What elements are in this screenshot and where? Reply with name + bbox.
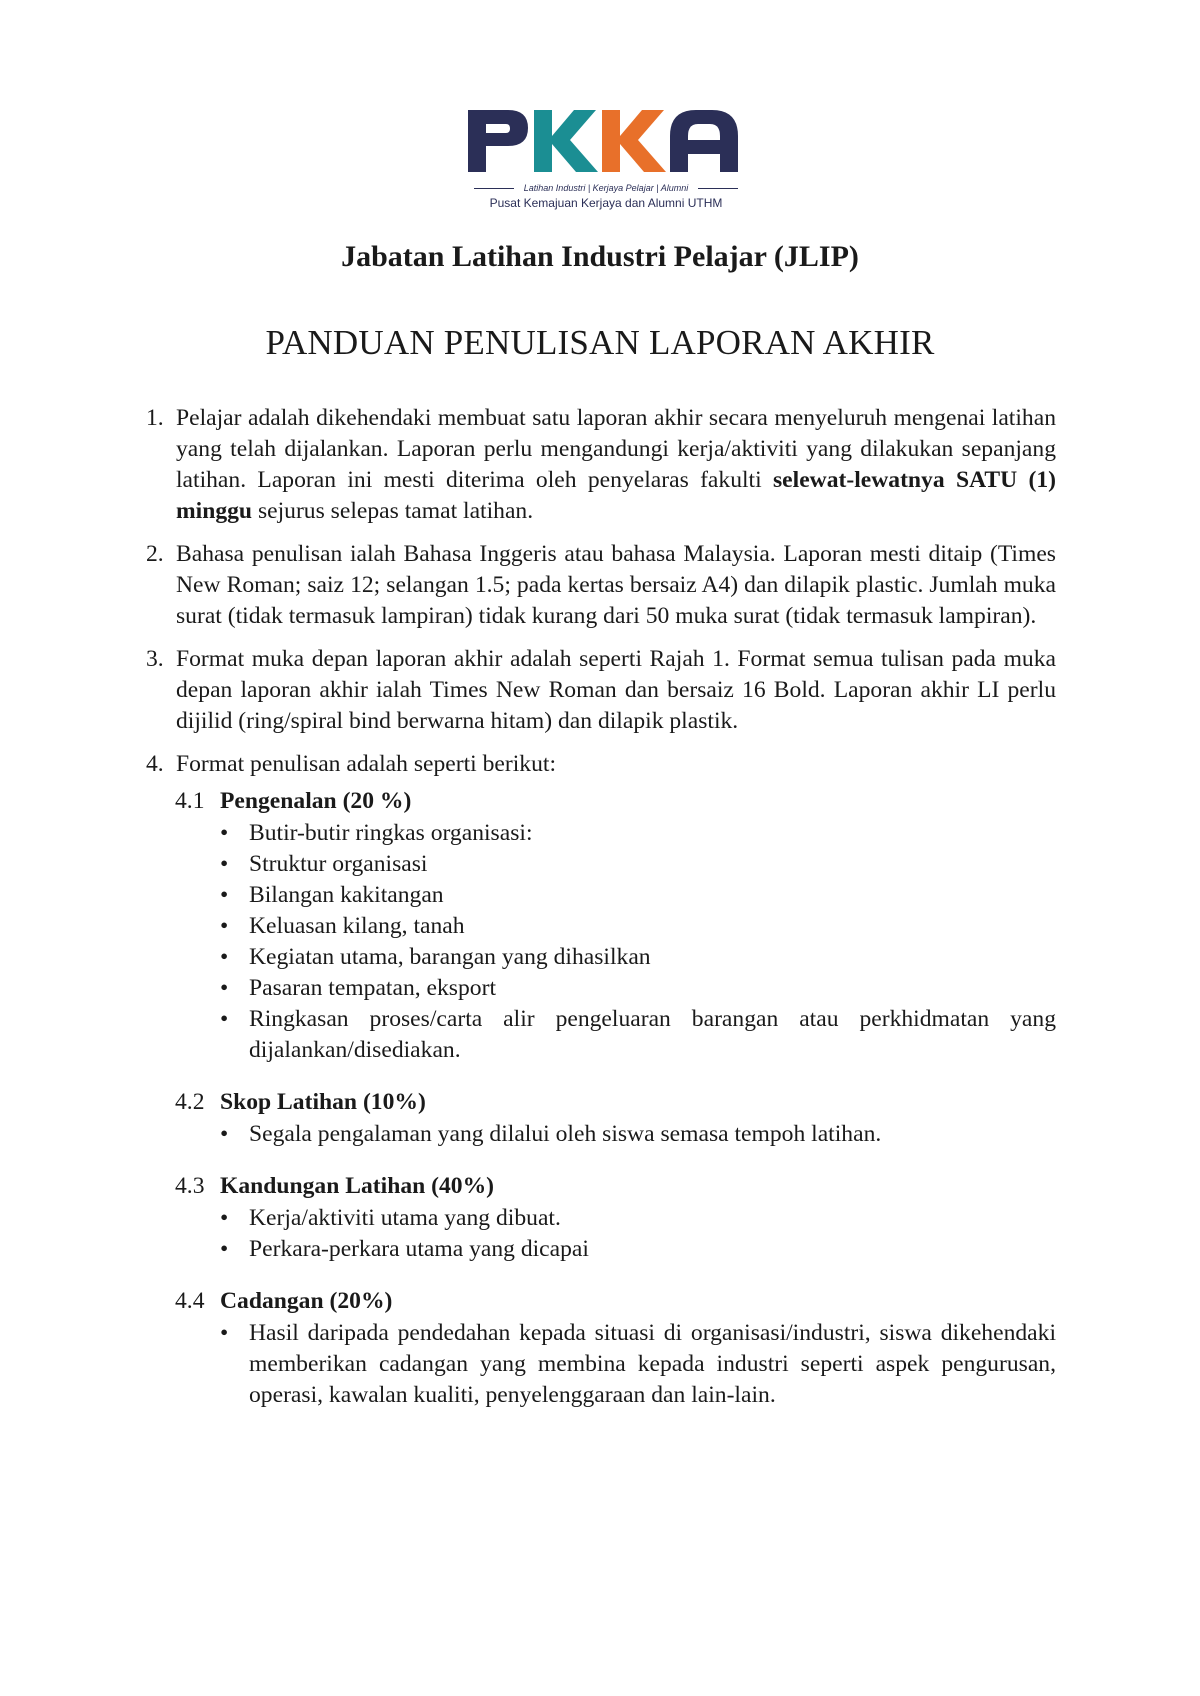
document-title: PANDUAN PENULISAN LAPORAN AKHIR (265, 323, 935, 362)
numbered-item-4 (146, 749, 1056, 780)
list-item-text: Bilangan kakitangan (249, 882, 444, 908)
section-number: 4.3 (175, 1173, 205, 1199)
list-item (220, 942, 1056, 973)
item-text: Format penulisan adalah seperti berikut: (176, 751, 557, 777)
bullet-icon: • (220, 1121, 229, 1147)
item-text-part: sejurus selepas tamat latihan. (252, 498, 534, 524)
item-text: Format muka depan laporan akhir adalah seperti Rajah 1. Format semua tulisan pada muka depan laporan akhir ialah Times New Roman dan bersaiz 16 Bold. Laporan akhir LI perlu dijilid (ring/spiral bind berwarna hitam) dan dilapik plastik. (176, 646, 1056, 734)
bullet-icon: • (220, 975, 229, 1001)
section-title: Cadangan (20%) (220, 1288, 393, 1314)
bullet-icon: • (220, 882, 229, 908)
item-text (176, 403, 1056, 527)
pkka-wordmark-graphic (466, 106, 746, 178)
section-4-2 (146, 1087, 1056, 1150)
list-item-text: Butir-butir ringkas organisasi: (249, 820, 533, 846)
list-item-text: Kegiatan utama, barangan yang dihasilkan (249, 944, 651, 970)
bullet-list (220, 1203, 1056, 1265)
section-title: Pengenalan (20 %) (220, 788, 412, 814)
logo-tagline: Latihan Industri | Kerjaya Pelajar | Alumni (523, 183, 689, 193)
list-item-text: Segala pengalaman yang dilalui oleh siswa semasa tempoh latihan. (249, 1121, 882, 1147)
department-title: Jabatan Latihan Industri Pelajar (JLIP) (341, 240, 859, 273)
list-item (220, 1004, 1056, 1066)
bullet-icon: • (220, 944, 229, 970)
list-item (220, 1203, 1056, 1234)
list-item (220, 1234, 1056, 1265)
bullet-icon: • (220, 820, 229, 846)
item-text-part: Pelajar adalah dikehendaki membuat satu laporan akhir secara menyeluruh mengenai latihan yang telah dijalankan. Laporan perlu mengandungi kerja/aktiviti yang dilakukan sepanjang latihan. Laporan ini mesti diterima oleh penyelaras fakulti (176, 405, 1056, 493)
list-item (220, 818, 1056, 849)
list-item-text: Kerja/aktiviti utama yang dibuat. (249, 1205, 561, 1231)
list-item (220, 1318, 1056, 1411)
bullet-icon: • (220, 1236, 229, 1262)
bullet-icon: • (220, 913, 229, 939)
section-4-3 (146, 1171, 1056, 1265)
list-item (220, 880, 1056, 911)
item-number: 4. (146, 751, 164, 777)
bullet-icon: • (220, 1006, 229, 1032)
section-4-4 (146, 1286, 1056, 1411)
list-item-text: Hasil daripada pendedahan kepada situasi di organisasi/industri, siswa dikehendaki memberikan cadangan yang membina kepada industri seperti aspek pengurusan, operasi, kawalan kualiti, penyelenggaraan dan lain-lain. (249, 1320, 1056, 1408)
list-item (220, 973, 1056, 1004)
numbered-item-3 (146, 644, 1056, 737)
list-item-text: Perkara-perkara utama yang dicapai (249, 1236, 589, 1262)
list-item-text: Keluasan kilang, tanah (249, 913, 465, 939)
bullet-icon: • (220, 1205, 229, 1231)
item-number: 3. (146, 646, 164, 672)
list-item-text: Pasaran tempatan, eksport (249, 975, 496, 1001)
bullet-icon: • (220, 1320, 229, 1346)
list-item-text: Ringkasan proses/carta alir pengeluaran barangan atau perkhidmatan yang dijalankan/disediakan. (249, 1006, 1056, 1063)
section-title: Kandungan Latihan (40%) (220, 1173, 495, 1199)
item-number: 1. (146, 405, 164, 431)
logo-subtitle: Pusat Kemajuan Kerjaya dan Alumni UTHM (489, 196, 723, 210)
bullet-icon: • (220, 851, 229, 877)
bullet-list (220, 818, 1056, 1066)
numbered-item-1 (146, 403, 1056, 527)
item-text-bold: selewat-lewatnya SATU (1) minggu (176, 467, 1056, 524)
list-item (220, 1119, 1056, 1150)
section-number: 4.4 (175, 1288, 205, 1314)
bullet-list (220, 1318, 1056, 1411)
item-number: 2. (146, 541, 164, 567)
pkka-logo (466, 106, 746, 210)
section-number: 4.2 (175, 1089, 205, 1115)
list-item-text: Struktur organisasi (249, 851, 428, 877)
section-4-1 (146, 786, 1056, 1066)
item-text: Bahasa penulisan ialah Bahasa Inggeris atau bahasa Malaysia. Laporan mesti ditaip (Times New Roman; saiz 12; selangan 1.5; pada kertas bersaiz A4) dan dilapik plastic. Jumlah muka surat (tidak termasuk lampiran) tidak kurang dari 50 muka surat (tidak termasuk lampiran). (176, 541, 1056, 629)
list-item (220, 911, 1056, 942)
section-number: 4.1 (175, 788, 205, 814)
document-body (146, 403, 1056, 1411)
section-title: Skop Latihan (10%) (220, 1089, 426, 1115)
bullet-list (220, 1119, 1056, 1150)
list-item (220, 849, 1056, 880)
numbered-item-2 (146, 539, 1056, 632)
